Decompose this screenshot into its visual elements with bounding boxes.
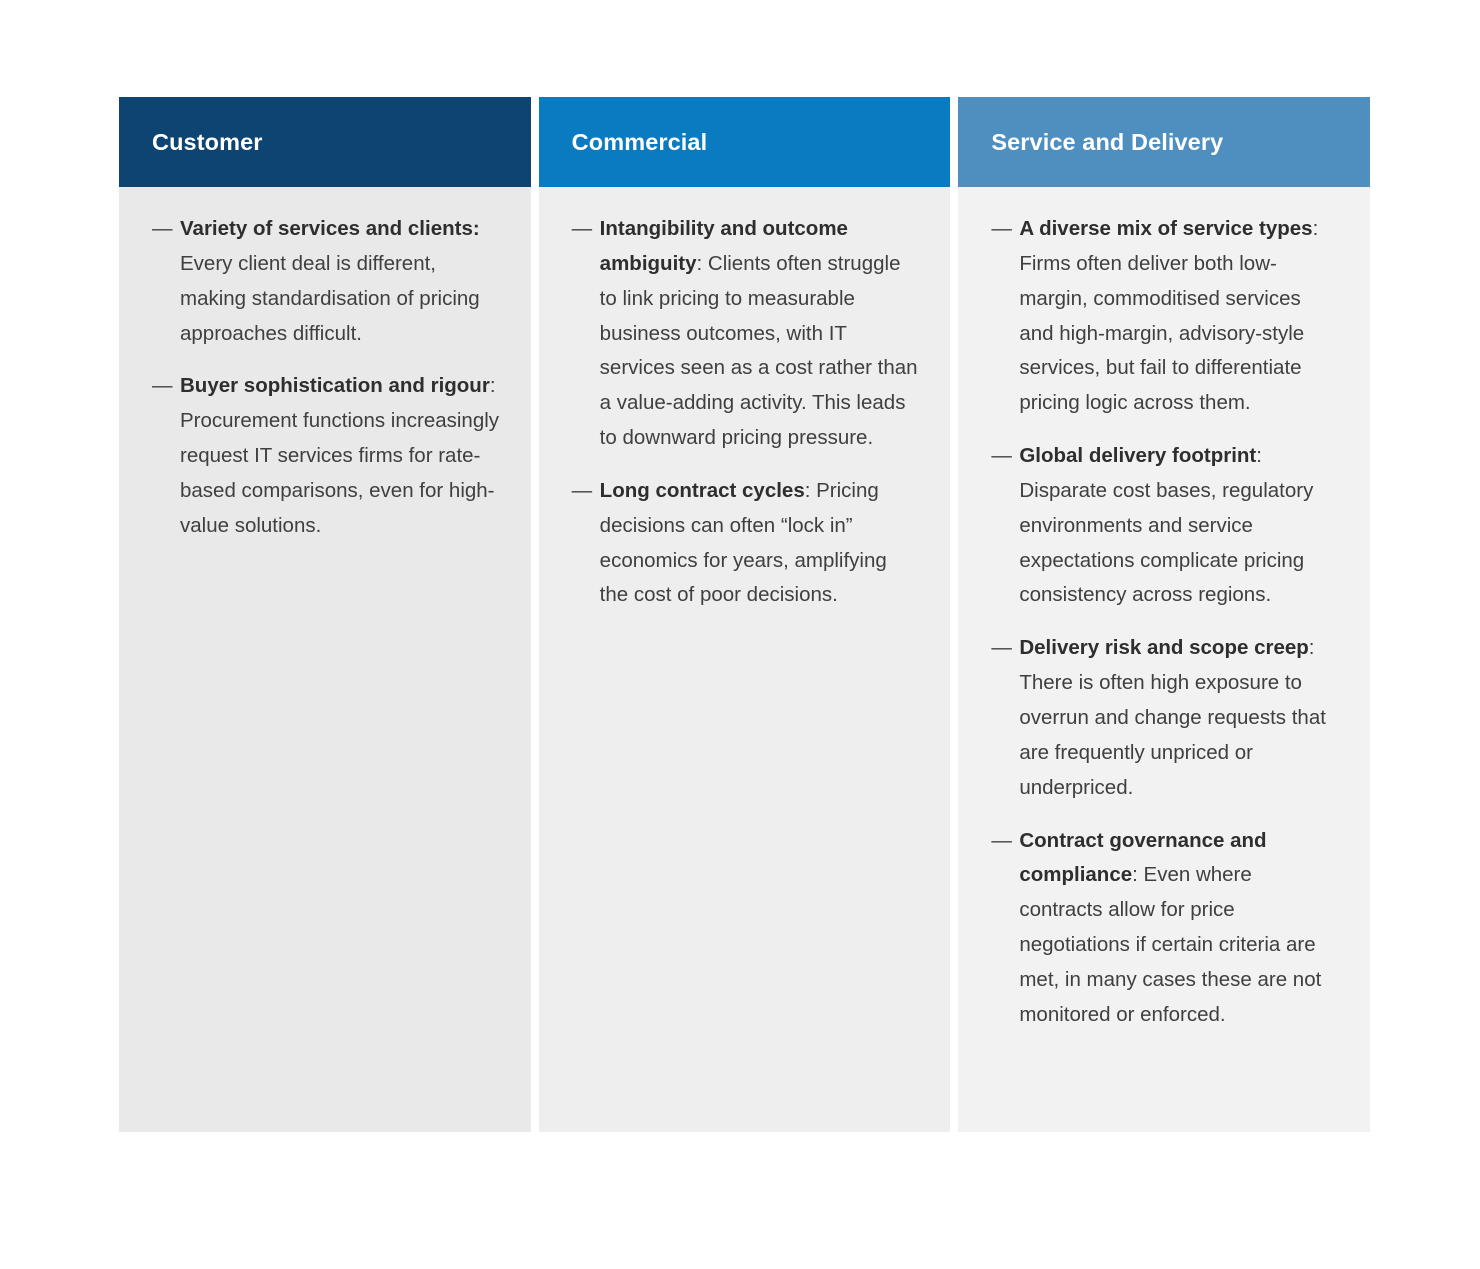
list-item-lead: A diverse mix of service types xyxy=(1019,217,1313,240)
list-item-lead: Variety of services and clients: xyxy=(180,217,480,240)
column-commercial xyxy=(539,97,951,1132)
column-customer xyxy=(119,97,531,1132)
list-item xyxy=(572,474,921,613)
column-header-service-and-delivery xyxy=(958,97,1370,187)
em-dash-icon: — xyxy=(152,217,173,240)
em-dash-icon: — xyxy=(571,478,593,502)
list-item-lead: Intangibility and outcome ambiguity xyxy=(599,217,848,275)
bullet-list-customer xyxy=(152,212,501,544)
list-item xyxy=(152,212,501,351)
list-item-rest: : Procurement functions increasingly request IT services firms for rate-based comparisons, even for high-value solutions. xyxy=(180,374,500,537)
list-item-rest: : Pricing decisions can often “lock in” economics for years, amplifying the cost of poor decisions. xyxy=(599,478,887,607)
column-title: Commercial xyxy=(571,128,708,155)
em-dash-icon: — xyxy=(991,828,1012,852)
list-item xyxy=(991,631,1340,805)
list-item-lead: Buyer sophistication and rigour xyxy=(180,374,490,398)
em-dash-icon: — xyxy=(991,444,1012,468)
column-title: Service and Delivery xyxy=(991,128,1224,155)
em-dash-icon: — xyxy=(152,374,173,398)
bullet-list-commercial xyxy=(572,212,921,613)
em-dash-icon: — xyxy=(991,217,1012,240)
list-item-rest: Every client deal is different, making standardisation of pricing approaches difficult. xyxy=(180,251,480,345)
three-column-comparison-board xyxy=(119,97,1370,1132)
bullet-list-service-and-delivery xyxy=(991,212,1340,1033)
em-dash-icon: — xyxy=(571,217,593,240)
list-item xyxy=(572,212,921,456)
column-body-commercial xyxy=(539,187,951,1132)
list-item xyxy=(152,369,501,543)
list-item xyxy=(991,824,1340,1033)
column-title: Customer xyxy=(152,128,263,155)
list-item-rest: : There is often high exposure to overrun and change requests that are frequently unpriced or underpriced. xyxy=(1019,636,1326,799)
list-item-lead: Delivery risk and scope creep xyxy=(1019,636,1309,660)
list-item-rest: : Firms often deliver both low-margin, commoditised services and high-margin, advisory-style services, but fail to differentiate pricing logic across them. xyxy=(1019,217,1319,415)
column-header-customer xyxy=(119,97,531,187)
list-item xyxy=(991,212,1340,421)
list-item-lead: Contract governance and compliance xyxy=(1019,828,1267,887)
list-item-rest: : Even where contracts allow for price negotiations if certain criteria are met, in many cases these are not monitored or enforced. xyxy=(1019,863,1322,1026)
list-item-rest: : Clients often struggle to link pricing to measurable business outcomes, with IT services seen as a cost rather than a value-adding activity. This leads to downward pricing pressure. xyxy=(599,251,918,450)
list-item-rest: : Disparate cost bases, regulatory environments and service expectations complicate pricing consistency across regions. xyxy=(1019,444,1314,607)
column-body-customer xyxy=(119,187,531,1132)
list-item-lead: Long contract cycles xyxy=(599,478,805,502)
list-item-lead: Global delivery footprint xyxy=(1019,444,1257,468)
column-header-commercial xyxy=(539,97,951,187)
column-body-service-and-delivery xyxy=(958,187,1370,1132)
list-item xyxy=(991,439,1340,613)
em-dash-icon: — xyxy=(991,636,1012,660)
column-service-and-delivery xyxy=(958,97,1370,1132)
